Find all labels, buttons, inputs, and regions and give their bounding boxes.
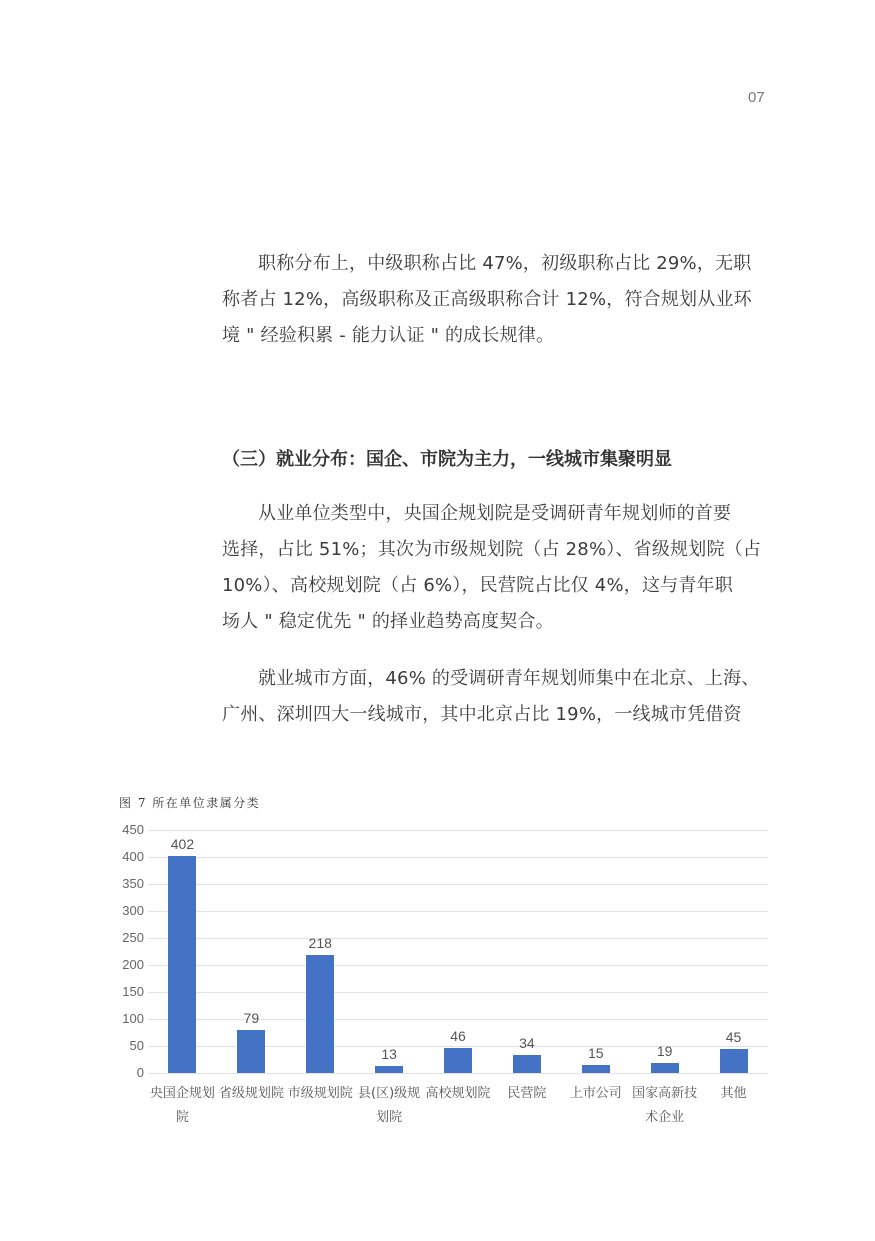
y-tick-label: 50 <box>129 1038 144 1053</box>
bar <box>168 856 196 1073</box>
bar <box>513 1055 541 1073</box>
data-label: 15 <box>587 1044 604 1061</box>
y-tick-label: 350 <box>122 876 144 891</box>
paragraph-line: 称者占 12%，高级职称及正高级职称合计 12%，符合规划从业环 <box>222 289 752 310</box>
bar <box>444 1048 472 1073</box>
x-category-label-line: 划院 <box>376 1110 403 1125</box>
y-tick-label: 250 <box>122 930 144 945</box>
y-tick-label: 150 <box>122 984 144 999</box>
bar <box>306 955 334 1073</box>
bar <box>720 1049 748 1073</box>
gridline <box>148 1073 768 1074</box>
y-tick-label: 400 <box>122 849 144 864</box>
gridline <box>148 938 768 939</box>
x-category-label <box>422 1082 494 1106</box>
x-category-label-line: 上市公司 <box>569 1086 622 1101</box>
data-label: 19 <box>656 1042 673 1059</box>
x-category-label <box>560 1082 632 1106</box>
x-category-label-line: 省级规划院 <box>218 1086 284 1101</box>
x-category-label-line: 国家高新技 <box>632 1086 698 1101</box>
paragraph-line: 境 " 经验积累 - 能力认证 " 的成长规律。 <box>222 325 555 346</box>
paragraph-line: 广州、深圳四大一线城市，其中北京占比 19%，一线城市凭借资 <box>222 704 742 725</box>
bar <box>237 1030 265 1073</box>
paragraph-line: 选择，占比 51%；其次为市级规划院（占 28%）、省级规划院（占 <box>222 539 762 560</box>
data-label: 34 <box>519 1034 535 1051</box>
paragraph-line: 就业城市方面，46% 的受调研青年规划师集中在北京、上海、 <box>258 668 760 689</box>
x-category-label-line: 院 <box>175 1110 189 1125</box>
x-category-label <box>284 1082 356 1106</box>
gridline <box>148 992 768 993</box>
x-category-label <box>353 1082 425 1130</box>
gridline <box>148 857 768 858</box>
x-category-label-line: 其他 <box>720 1086 747 1101</box>
x-category-label <box>698 1082 770 1106</box>
bar <box>582 1065 610 1073</box>
x-category-label-line: 央国企规划 <box>149 1086 215 1101</box>
x-category-label <box>215 1082 287 1106</box>
paragraph-line: 10%）、高校规划院（占 6%），民营院占比仅 4%，这与青年职 <box>222 575 733 596</box>
x-category-label-line: 市级规划院 <box>287 1086 353 1101</box>
gridline <box>148 965 768 966</box>
bar <box>651 1063 679 1073</box>
figure-caption: 图 7 所在单位隶属分类 <box>119 796 261 810</box>
y-tick-label: 100 <box>122 1011 144 1026</box>
section-heading: （三）就业分布：国企、市院为主力，一线城市集聚明显 <box>222 449 672 470</box>
data-label: 46 <box>450 1028 466 1045</box>
paragraph-line: 职称分布上，中级职称占比 47%，初级职称占比 29%，无职 <box>258 253 752 274</box>
data-label: 218 <box>308 935 332 952</box>
x-category-label-line: 术企业 <box>645 1110 685 1125</box>
data-label: 79 <box>243 1010 260 1027</box>
y-tick-label: 0 <box>136 1065 144 1080</box>
page-number: 07 <box>748 89 765 106</box>
x-category-label <box>629 1082 701 1130</box>
x-category-label-line: 高校规划院 <box>425 1086 491 1101</box>
gridline <box>148 830 768 831</box>
y-tick-label: 300 <box>122 903 144 918</box>
x-category-label <box>146 1082 218 1130</box>
x-category-label-line: 民营院 <box>507 1086 547 1101</box>
data-label: 402 <box>170 835 195 852</box>
paragraph-line: 场人 " 稳定优先 " 的择业趋势高度契合。 <box>222 611 554 632</box>
x-category-label-line: 县(区)级规 <box>358 1086 421 1101</box>
y-tick-label: 200 <box>122 957 144 972</box>
y-tick-label: 450 <box>122 822 144 837</box>
gridline <box>148 911 768 912</box>
x-category-label <box>491 1082 563 1106</box>
paragraph-line: 从业单位类型中，央国企规划院是受调研青年规划师的首要 <box>258 503 732 524</box>
gridline <box>148 884 768 885</box>
bar <box>375 1066 403 1073</box>
data-label: 45 <box>725 1028 742 1045</box>
data-label: 13 <box>381 1045 397 1062</box>
